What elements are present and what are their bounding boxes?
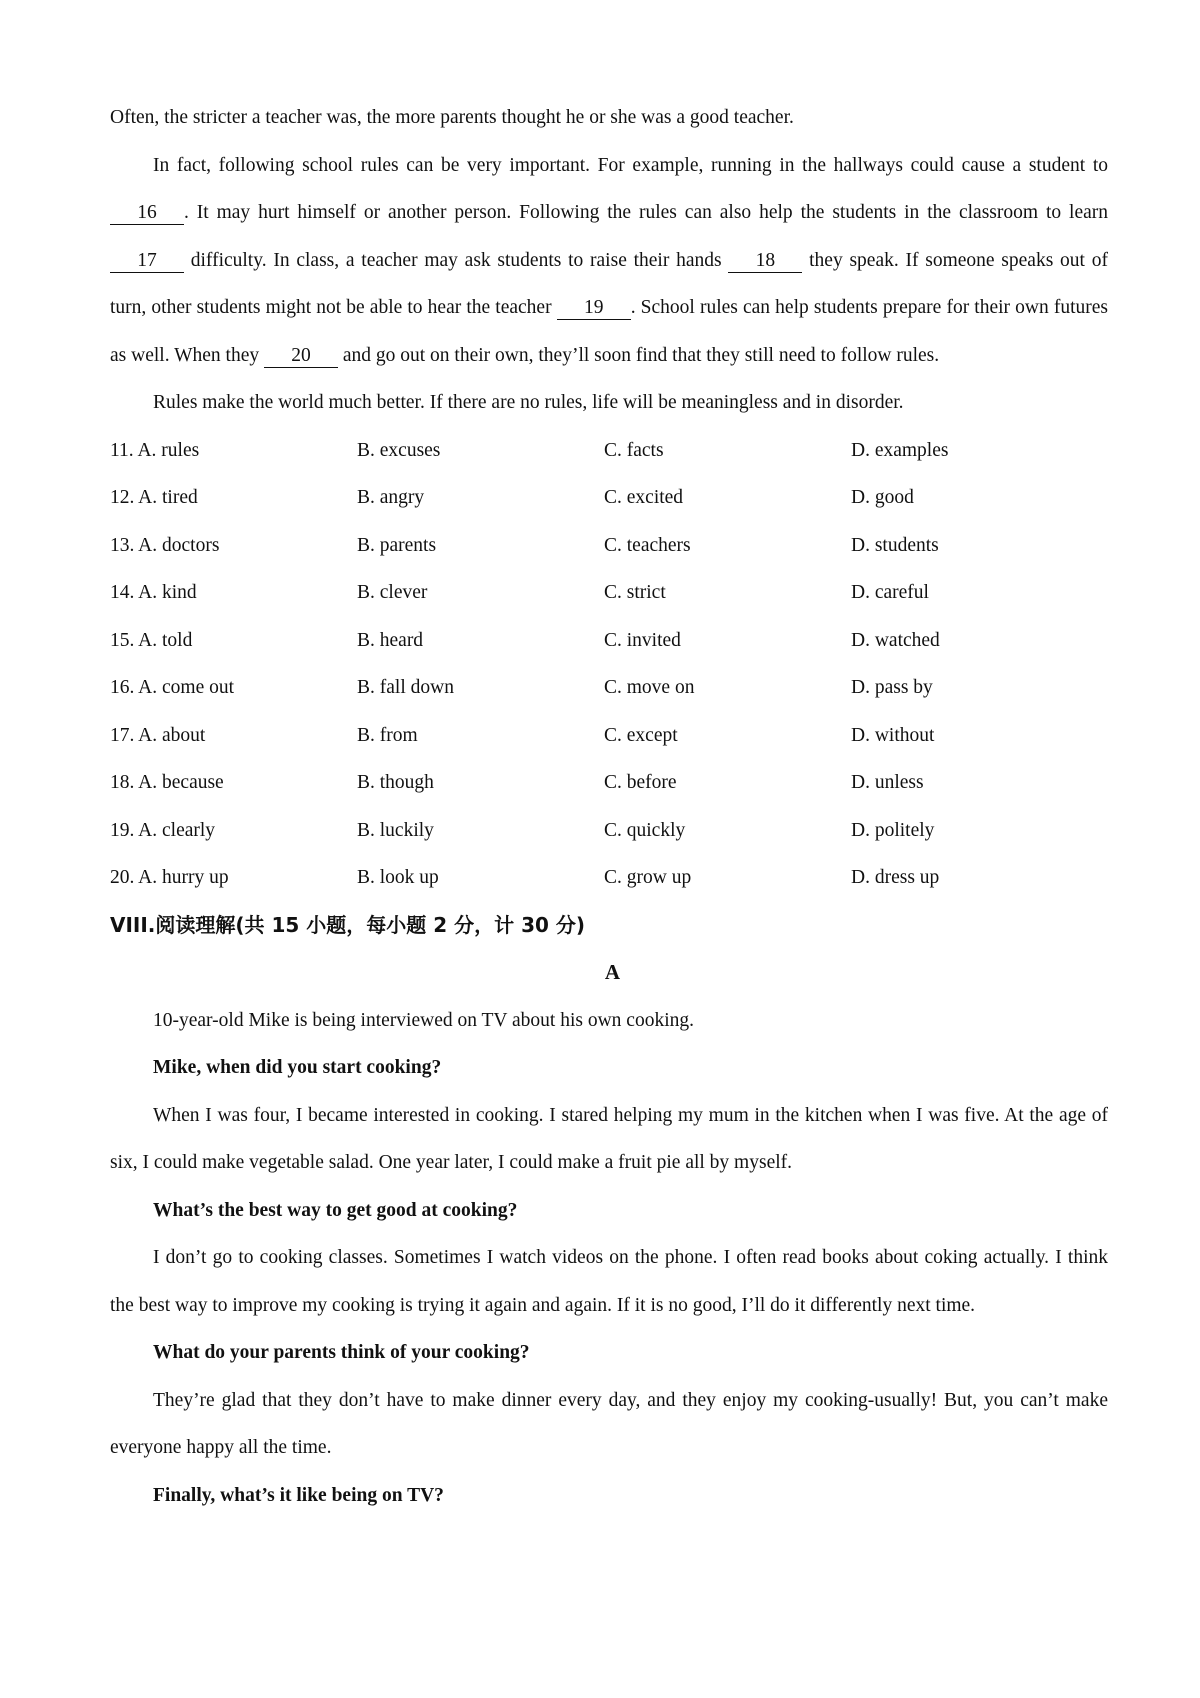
- interview-question-2: What’s the best way to get good at cooking?: [153, 1199, 518, 1221]
- option-c: C. grow up: [604, 867, 692, 888]
- option-d: D. good: [851, 487, 914, 508]
- option-c: C. facts: [604, 439, 664, 461]
- option-b: B. though: [357, 772, 434, 793]
- option-a: 19. A. clearly: [110, 819, 216, 841]
- option-b: B. excuses: [357, 439, 441, 461]
- option-row-14: [110, 569, 1108, 617]
- option-a: 14. A. kind: [110, 582, 197, 603]
- option-c: C. except: [604, 724, 678, 746]
- option-c: C. before: [604, 772, 677, 793]
- blank-16: 16: [110, 202, 184, 225]
- option-a: 13. A. doctors: [110, 534, 220, 556]
- option-d: D. without: [851, 724, 935, 746]
- passage-paragraph-2: [110, 142, 1108, 380]
- passage-text: . It may hurt himself or another person. Following the rules can also help the students in the classroom to learn: [184, 202, 1108, 223]
- option-b: B. angry: [357, 487, 425, 508]
- option-row-19: [110, 807, 1108, 855]
- blank-19: 19: [557, 297, 631, 320]
- passage-text: difficulty. In class, a teacher may ask students to raise their hands: [184, 249, 729, 271]
- option-a: 12. A. tired: [110, 487, 198, 508]
- option-b: B. parents: [357, 534, 437, 556]
- option-a: 20. A. hurry up: [110, 867, 229, 888]
- interview-answer-1: When I was four, I became interested in cooking. I stared helping my mum in the kitchen when I was five. At the age of six, I could make vegetable salad. One year later, I could make a fruit pie all by myself.: [110, 1104, 1108, 1173]
- option-row-12: [110, 474, 1108, 522]
- passage-text: . School rules can help students prepare for their own futures as well. When they: [110, 297, 1109, 366]
- passage-paragraph-3: Rules make the world much better. If there are no rules, life will be meaningless and in disorder.: [153, 392, 904, 413]
- option-row-15: [110, 617, 1108, 665]
- reading-intro: 10-year-old Mike is being interviewed on TV about his own cooking.: [153, 1009, 695, 1031]
- option-b: B. fall down: [357, 677, 454, 698]
- interview-question-3: What do your parents think of your cooking?: [153, 1342, 530, 1363]
- option-c: C. invited: [604, 629, 681, 651]
- interview-question-1: Mike, when did you start cooking?: [153, 1057, 442, 1078]
- option-c: C. strict: [604, 582, 666, 603]
- option-c: C. quickly: [604, 819, 686, 841]
- blank-18: 18: [728, 250, 802, 273]
- option-d: D. careful: [851, 582, 929, 603]
- option-row-20: [110, 854, 1108, 902]
- option-d: D. pass by: [851, 677, 933, 698]
- option-row-18: [110, 759, 1108, 807]
- option-b: B. look up: [357, 867, 439, 888]
- option-b: B. heard: [357, 629, 424, 651]
- option-d: D. dress up: [851, 867, 940, 888]
- option-d: D. examples: [851, 439, 949, 461]
- passage-text: and go out on their own, they’ll soon find that they still need to follow rules.: [337, 344, 940, 366]
- option-d: D. students: [851, 534, 939, 556]
- option-a: 18. A. because: [110, 772, 224, 793]
- interview-answer-3: They’re glad that they don’t have to make dinner every day, and they enjoy my cooking-usually! But, you can’t make everyone happy all the time.: [110, 1389, 1108, 1458]
- option-a: 16. A. come out: [110, 677, 235, 698]
- blank-20: 20: [264, 345, 338, 368]
- passage-text: In fact, following school rules can be very important. For example, running in the hallways could cause a student to: [153, 154, 1108, 176]
- passage-text: they speak. If someone speaks out of turn, other students might not be able to hear the teacher: [110, 249, 1108, 318]
- option-c: C. move on: [604, 677, 695, 698]
- option-c: C. excited: [604, 487, 684, 508]
- option-row-11: [110, 427, 1108, 475]
- interview-answer-2: I don’t go to cooking classes. Sometimes I watch videos on the phone. I often read books about coking actually. I think the best way to improve my cooking is trying it again and again. If it is no good, I’ll do it differently next time.: [110, 1247, 1108, 1316]
- option-row-13: [110, 522, 1108, 570]
- passage-paragraph-1: Often, the stricter a teacher was, the more parents thought he or she was a good teacher.: [110, 107, 794, 128]
- option-d: D. politely: [851, 819, 935, 841]
- option-a: 15. A. told: [110, 629, 193, 651]
- option-d: D. unless: [851, 772, 924, 793]
- answer-options: [110, 427, 1108, 902]
- interview-question-4: Finally, what’s it like being on TV?: [153, 1484, 444, 1506]
- option-a: 11. A. rules: [110, 439, 200, 461]
- option-d: D. watched: [851, 629, 940, 651]
- option-b: B. from: [357, 724, 418, 746]
- part-heading: A: [604, 960, 621, 984]
- option-row-16: [110, 664, 1108, 712]
- option-row-17: [110, 712, 1108, 760]
- option-b: B. luckily: [357, 819, 434, 841]
- blank-17: 17: [110, 250, 184, 273]
- option-a: 17. A. about: [110, 724, 206, 746]
- section-title: VIII.阅读理解(共 15 小题，每小题 2 分，计 30 分): [110, 912, 586, 937]
- option-b: B. clever: [357, 582, 428, 603]
- option-c: C. teachers: [604, 534, 691, 556]
